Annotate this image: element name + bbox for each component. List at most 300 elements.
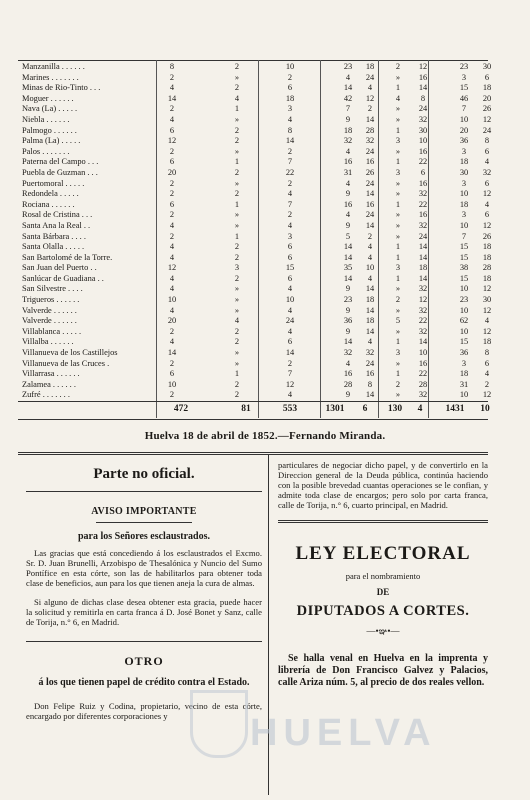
table-cell: 23	[459, 62, 469, 71]
credit-subtitle: á los que tienen papel de crédito contra el Estado.	[38, 676, 250, 688]
totals-row	[18, 404, 488, 418]
table-row	[18, 189, 492, 200]
table-cell: 14	[418, 83, 428, 93]
municipality-name: Palma (La) . . . . .	[22, 136, 81, 146]
table-row	[18, 136, 488, 147]
sale-paragraph: Se halla venal en Huelva en la imprenta y librería de Don Francisco Galvez y Palacios, calle Ariza núm. 5, al precio de dos reales vellon.	[278, 653, 488, 688]
table-row	[18, 231, 492, 243]
table-cell: 2	[234, 125, 240, 135]
table-cell: 4	[345, 178, 351, 188]
table-cell: »	[395, 189, 401, 199]
table-cell: »	[395, 114, 401, 124]
table-cell: 4	[169, 284, 175, 294]
table-cell: 4	[169, 220, 175, 230]
table-cell: 4	[169, 114, 175, 124]
table-cell: 1	[395, 125, 401, 135]
table-cell: 15	[459, 83, 469, 93]
table-row	[18, 337, 492, 348]
table-cell: 8	[420, 93, 426, 103]
table-cell: 26	[365, 167, 375, 177]
table-cell: 6	[287, 83, 293, 93]
table-cell: 18	[365, 62, 375, 71]
continued-paragraph: particulares de negociar dicho papel, y de convertirlo en la Direccion general de la Deuda pública, continúa haciendo con la posible brevedad cuantas operaciones se le confian, y admite toda clase de encargos; pero solo por carta franca, calle de Torija, n.° 6, cuarto principal, en Madrid.	[278, 460, 488, 510]
table-cell: 14	[343, 242, 353, 252]
table-cell: »	[395, 358, 401, 368]
municipality-name: San Silvestre . . . .	[22, 284, 83, 294]
table-cell: 14	[343, 337, 353, 347]
table-row	[18, 252, 492, 264]
table-row	[18, 273, 492, 285]
table-cell: »	[234, 210, 240, 220]
table-cell: 4	[484, 157, 490, 167]
table-cell: 28	[365, 125, 375, 135]
municipality-name: Zufré . . . . . . .	[22, 390, 70, 400]
table-cell: 14	[365, 220, 375, 230]
notice-paragraph: Las gracias que está concediendo á los esclaustrados el Excmo. Sr. D. Juan Brunelli, Arzobispo de Thesalónica y Nuncio del Sumo Pontífice en esta córte, son las de habilitarlos para obtener toda clase de beneficios, aun para los que tienen aneja la cura de almas.	[26, 548, 262, 588]
table-cell: 24	[365, 178, 375, 188]
table-cell: 2	[234, 136, 240, 146]
table-cell: 18	[418, 263, 428, 273]
municipality-table	[18, 62, 492, 401]
table-cell: 4	[287, 284, 293, 294]
table-cell: 4	[169, 252, 175, 262]
table-cell: 2	[484, 379, 490, 389]
table-cell: 6	[287, 242, 293, 252]
table-cell: 14	[418, 273, 428, 283]
table-cell: 18	[482, 252, 492, 262]
table-cell: »	[234, 72, 240, 82]
municipality-name: Nava (La) . . . . .	[22, 104, 78, 114]
table-cell: 14	[418, 252, 428, 262]
table-row	[18, 242, 492, 253]
table-cell: 14	[365, 189, 375, 199]
table-cell: 3	[395, 263, 401, 273]
table-cell: 16	[418, 72, 428, 82]
table-cell: 26	[482, 231, 492, 241]
table-cell: 14	[365, 326, 375, 336]
table-cell: 2	[395, 62, 401, 71]
table-cell: 1	[395, 242, 401, 252]
table-cell: »	[234, 295, 240, 305]
table-cell: 35	[343, 263, 353, 273]
table-cell: 38	[459, 263, 469, 273]
municipality-name: Villanueva de las Cruces .	[22, 358, 110, 368]
table-cell: 12	[482, 305, 492, 315]
table-cell: 14	[418, 242, 428, 252]
total-cell: 472	[173, 404, 189, 414]
municipality-name: San Juan del Puerto . .	[22, 263, 97, 273]
table-cell: 16	[343, 369, 353, 379]
table-cell: 15	[459, 273, 469, 283]
table-cell: 18	[365, 316, 375, 326]
table-cell: 18	[285, 93, 295, 103]
municipality-name: Santa Olalla . . . . .	[22, 242, 85, 252]
municipality-name: Santa Bárbara . . . .	[22, 231, 86, 241]
table-cell: 9	[345, 220, 351, 230]
table-cell: 3	[395, 136, 401, 146]
table-cell: 7	[461, 104, 467, 114]
table-cell: 6	[484, 358, 490, 368]
table-row	[18, 305, 492, 317]
table-cell: 14	[285, 348, 295, 358]
table-cell: 18	[459, 369, 469, 379]
section-heading: Parte no oficial.	[93, 466, 195, 482]
table-cell: 2	[287, 146, 293, 156]
table-cell: 2	[169, 231, 175, 241]
table-cell: 32	[418, 326, 428, 336]
table-cell: 14	[167, 348, 177, 358]
table-row	[18, 210, 488, 221]
table-cell: 9	[345, 114, 351, 124]
table-cell: 3	[287, 104, 293, 114]
table-cell: 32	[343, 136, 353, 146]
table-cell: »	[395, 284, 401, 294]
table-cell: 6	[484, 146, 490, 156]
table-cell: 7	[287, 369, 293, 379]
table-cell: 2	[234, 62, 240, 71]
table-cell: 20	[482, 93, 492, 103]
table-cell: 14	[167, 93, 177, 103]
table-cell: 4	[287, 189, 293, 199]
table-cell: 18	[459, 157, 469, 167]
table-cell: 36	[459, 348, 469, 358]
table-cell: 20	[167, 316, 177, 326]
table-cell: 1	[395, 157, 401, 167]
table-cell: 23	[343, 62, 353, 71]
table-cell: 9	[345, 189, 351, 199]
municipality-name: Villalba . . . . . .	[22, 337, 74, 347]
table-row	[18, 326, 492, 338]
table-cell: 32	[418, 284, 428, 294]
watermark-shield-icon	[190, 690, 248, 758]
table-row	[18, 359, 488, 370]
right-column	[278, 460, 488, 699]
table-cell: »	[234, 348, 240, 358]
table-cell: 2	[287, 210, 293, 220]
table-cell: 12	[285, 379, 295, 389]
table-cell: »	[234, 284, 240, 294]
separator-rule	[26, 641, 262, 642]
table-row	[18, 295, 492, 306]
table-cell: 1	[234, 104, 240, 114]
total-cell: 130	[387, 404, 403, 414]
table-cell: 32	[418, 114, 428, 124]
table-cell: 22	[418, 199, 428, 209]
table-cell: 32	[343, 348, 353, 358]
table-cell: 7	[287, 157, 293, 167]
table-cell: 20	[167, 167, 177, 177]
table-cell: 4	[395, 93, 401, 103]
total-cell: 81	[241, 404, 251, 414]
municipality-name: Minas de Rio-Tinto . . .	[22, 83, 101, 93]
table-cell: 18	[365, 295, 375, 305]
table-cell: 3	[234, 263, 240, 273]
table-cell: 8	[484, 348, 490, 358]
table-cell: 5	[345, 231, 351, 241]
table-cell: 22	[418, 369, 428, 379]
table-cell: 12	[167, 136, 177, 146]
totals-bottom-rule	[18, 419, 488, 420]
table-cell: 26	[482, 104, 492, 114]
table-cell: 12	[482, 284, 492, 294]
table-cell: 4	[345, 210, 351, 220]
table-cell: 23	[343, 295, 353, 305]
signature-line: Huelva 18 de abril de 1852.—Fernando Miranda.	[144, 430, 386, 442]
table-cell: 16	[365, 157, 375, 167]
table-row	[18, 284, 492, 295]
totals-rule	[18, 401, 488, 402]
table-row	[18, 62, 492, 73]
table-row	[18, 263, 492, 274]
table-cell: 2	[234, 189, 240, 199]
table-cell: 15	[459, 242, 469, 252]
table-cell: 15	[459, 337, 469, 347]
table-cell: 24	[365, 146, 375, 156]
table-cell: 2	[367, 104, 373, 114]
municipality-name: Manzanilla . . . . . .	[22, 62, 85, 71]
table-row	[18, 380, 488, 391]
municipality-name: Valverde . . . . . .	[22, 305, 77, 315]
table-cell: 8	[169, 62, 175, 71]
table-cell: 18	[482, 273, 492, 283]
table-cell: 4	[367, 252, 373, 262]
right-double-rule	[278, 520, 488, 523]
table-row	[18, 220, 492, 232]
table-cell: 16	[418, 178, 428, 188]
table-cell: 22	[285, 167, 295, 177]
municipality-name: Valverde . . . . . .	[22, 316, 77, 326]
table-cell: 16	[365, 369, 375, 379]
table-cell: 2	[169, 326, 175, 336]
table-cell: 2	[234, 379, 240, 389]
table-cell: 12	[482, 326, 492, 336]
table-cell: 6	[287, 273, 293, 283]
table-cell: 12	[482, 189, 492, 199]
table-cell: »	[234, 220, 240, 230]
table-cell: 4	[345, 146, 351, 156]
table-cell: 9	[345, 390, 351, 400]
table-cell: 18	[343, 125, 353, 135]
total-cell: 4	[417, 404, 423, 414]
municipality-name: Puertomoral . . . . .	[22, 178, 85, 188]
table-cell: 12	[482, 390, 492, 400]
table-cell: 4	[169, 337, 175, 347]
table-cell: 28	[343, 379, 353, 389]
table-cell: 1	[395, 369, 401, 379]
table-cell: »	[395, 146, 401, 156]
table-cell: 2	[287, 358, 293, 368]
table-cell: 4	[169, 273, 175, 283]
table-row	[18, 348, 488, 359]
municipality-name: Villarrasa . . . . . .	[22, 369, 80, 379]
table-cell: 12	[418, 295, 428, 305]
table-cell: 2	[395, 295, 401, 305]
table-cell: 32	[418, 390, 428, 400]
table-cell: 2	[169, 72, 175, 82]
table-cell: 4	[367, 337, 373, 347]
table-cell: »	[234, 146, 240, 156]
table-cell: 10	[459, 220, 469, 230]
municipality-name: Puebla de Guzman . . .	[22, 167, 98, 177]
notice-title: AVISO IMPORTANTE	[91, 506, 197, 517]
table-cell: 14	[418, 337, 428, 347]
table-cell: 31	[459, 379, 469, 389]
table-cell: 1	[395, 337, 401, 347]
table-cell: 1	[234, 369, 240, 379]
table-cell: 2	[234, 242, 240, 252]
table-cell: 2	[234, 273, 240, 283]
table-cell: 24	[418, 104, 428, 114]
table-cell: 16	[418, 358, 428, 368]
table-cell: 10	[459, 390, 469, 400]
left-column	[26, 460, 262, 729]
table-cell: 6	[484, 210, 490, 220]
table-cell: 18	[482, 337, 492, 347]
table-cell: 2	[169, 390, 175, 400]
table-cell: 2	[287, 72, 293, 82]
table-cell: 9	[345, 284, 351, 294]
table-cell: 2	[169, 189, 175, 199]
total-cell: 553	[282, 404, 298, 414]
table-cell: 4	[287, 220, 293, 230]
table-cell: »	[234, 178, 240, 188]
table-cell: 10	[418, 136, 428, 146]
table-cell: 4	[287, 326, 293, 336]
table-cell: »	[395, 220, 401, 230]
table-cell: 24	[365, 358, 375, 368]
table-cell: 6	[484, 178, 490, 188]
table-cell: 30	[459, 167, 469, 177]
table-cell: 2	[169, 104, 175, 114]
table-cell: 12	[365, 93, 375, 103]
table-row	[18, 179, 488, 190]
table-cell: 30	[482, 62, 492, 71]
table-cell: 1	[395, 252, 401, 262]
table-cell: 36	[343, 316, 353, 326]
heading-rule	[26, 491, 262, 492]
table-row	[18, 73, 488, 84]
table-cell: 1	[234, 199, 240, 209]
table-cell: 1	[395, 273, 401, 283]
municipality-name: Palmogo . . . . . .	[22, 125, 77, 135]
watermark: HUELVA	[250, 712, 437, 754]
table-cell: 6	[169, 369, 175, 379]
table-cell: 10	[459, 114, 469, 124]
table-cell: 1	[234, 231, 240, 241]
table-row	[18, 316, 488, 327]
table-cell: 3	[395, 348, 401, 358]
table-cell: 3	[461, 210, 467, 220]
table-cell: 8	[287, 125, 293, 135]
table-cell: 46	[459, 93, 469, 103]
table-cell: 1	[395, 83, 401, 93]
table-cell: 3	[395, 167, 401, 177]
table-cell: 16	[418, 146, 428, 156]
short-rule	[96, 522, 192, 523]
table-cell: 15	[459, 252, 469, 262]
table-cell: 6	[169, 157, 175, 167]
table-cell: 8	[484, 136, 490, 146]
table-row	[18, 200, 488, 211]
municipality-name: San Bartolomé de la Torre.	[22, 252, 113, 262]
municipality-name: Zalamea . . . . . .	[22, 379, 76, 389]
municipality-name: Palos . . . . . . .	[22, 146, 70, 156]
table-cell: 9	[345, 326, 351, 336]
table-cell: 4	[169, 305, 175, 315]
table-cell: »	[395, 326, 401, 336]
table-cell: 2	[234, 390, 240, 400]
table-cell: 15	[285, 263, 295, 273]
table-cell: 42	[343, 93, 353, 103]
table-cell: 4	[484, 199, 490, 209]
ad-subtitle: para el nombramiento	[345, 571, 421, 581]
table-cell: 32	[418, 189, 428, 199]
municipality-name: Rociana . . . . . .	[22, 199, 75, 209]
municipality-name: Rosal de Cristina . . .	[22, 210, 93, 220]
table-cell: 30	[482, 295, 492, 305]
table-cell: 14	[343, 252, 353, 262]
table-row	[18, 93, 492, 105]
table-cell: 12	[482, 220, 492, 230]
table-cell: 18	[482, 83, 492, 93]
ad-title: LEY ELECTORAL	[295, 543, 471, 564]
table-cell: 4	[287, 390, 293, 400]
table-cell: 12	[482, 114, 492, 124]
table-cell: 4	[287, 305, 293, 315]
table-cell: 2	[169, 210, 175, 220]
table-cell: 20	[459, 125, 469, 135]
table-cell: 16	[365, 199, 375, 209]
credit-paragraph: Don Felipe Ruiz y Codina, propietario, vecino de esta córte, encargado por diferentes corporaciones y	[26, 700, 262, 721]
table-cell: 6	[169, 199, 175, 209]
table-cell: 18	[459, 199, 469, 209]
table-cell: 7	[461, 231, 467, 241]
table-cell: 10	[459, 305, 469, 315]
table-cell: 10	[167, 379, 177, 389]
table-cell: 2	[234, 83, 240, 93]
table-cell: 31	[343, 167, 353, 177]
table-cell: »	[234, 114, 240, 124]
municipality-name: Niebla . . . . . .	[22, 114, 70, 124]
table-cell: 10	[167, 295, 177, 305]
otro-heading: OTRO	[124, 653, 164, 668]
table-cell: 14	[285, 136, 295, 146]
table-cell: 10	[365, 263, 375, 273]
table-cell: 6	[287, 337, 293, 347]
table-cell: 62	[459, 316, 469, 326]
table-cell: 10	[459, 326, 469, 336]
table-cell: 4	[169, 83, 175, 93]
table-cell: 22	[418, 316, 428, 326]
table-cell: »	[395, 210, 401, 220]
municipality-name: Villanueva de los Castillejos	[22, 348, 118, 358]
table-cell: 4	[345, 72, 351, 82]
municipality-name: Santa Ana la Real . .	[22, 220, 91, 230]
table-cell: 23	[459, 295, 469, 305]
table-row	[18, 104, 492, 115]
table-cell: 5	[395, 316, 401, 326]
table-cell: 2	[287, 178, 293, 188]
table-cell: 2	[234, 167, 240, 177]
table-cell: 6	[287, 252, 293, 262]
table-row	[18, 83, 492, 94]
table-cell: 14	[343, 83, 353, 93]
table-cell: »	[395, 104, 401, 114]
table-row	[18, 114, 492, 126]
table-cell: 7	[345, 104, 351, 114]
table-cell: 10	[285, 295, 295, 305]
table-cell: »	[395, 178, 401, 188]
